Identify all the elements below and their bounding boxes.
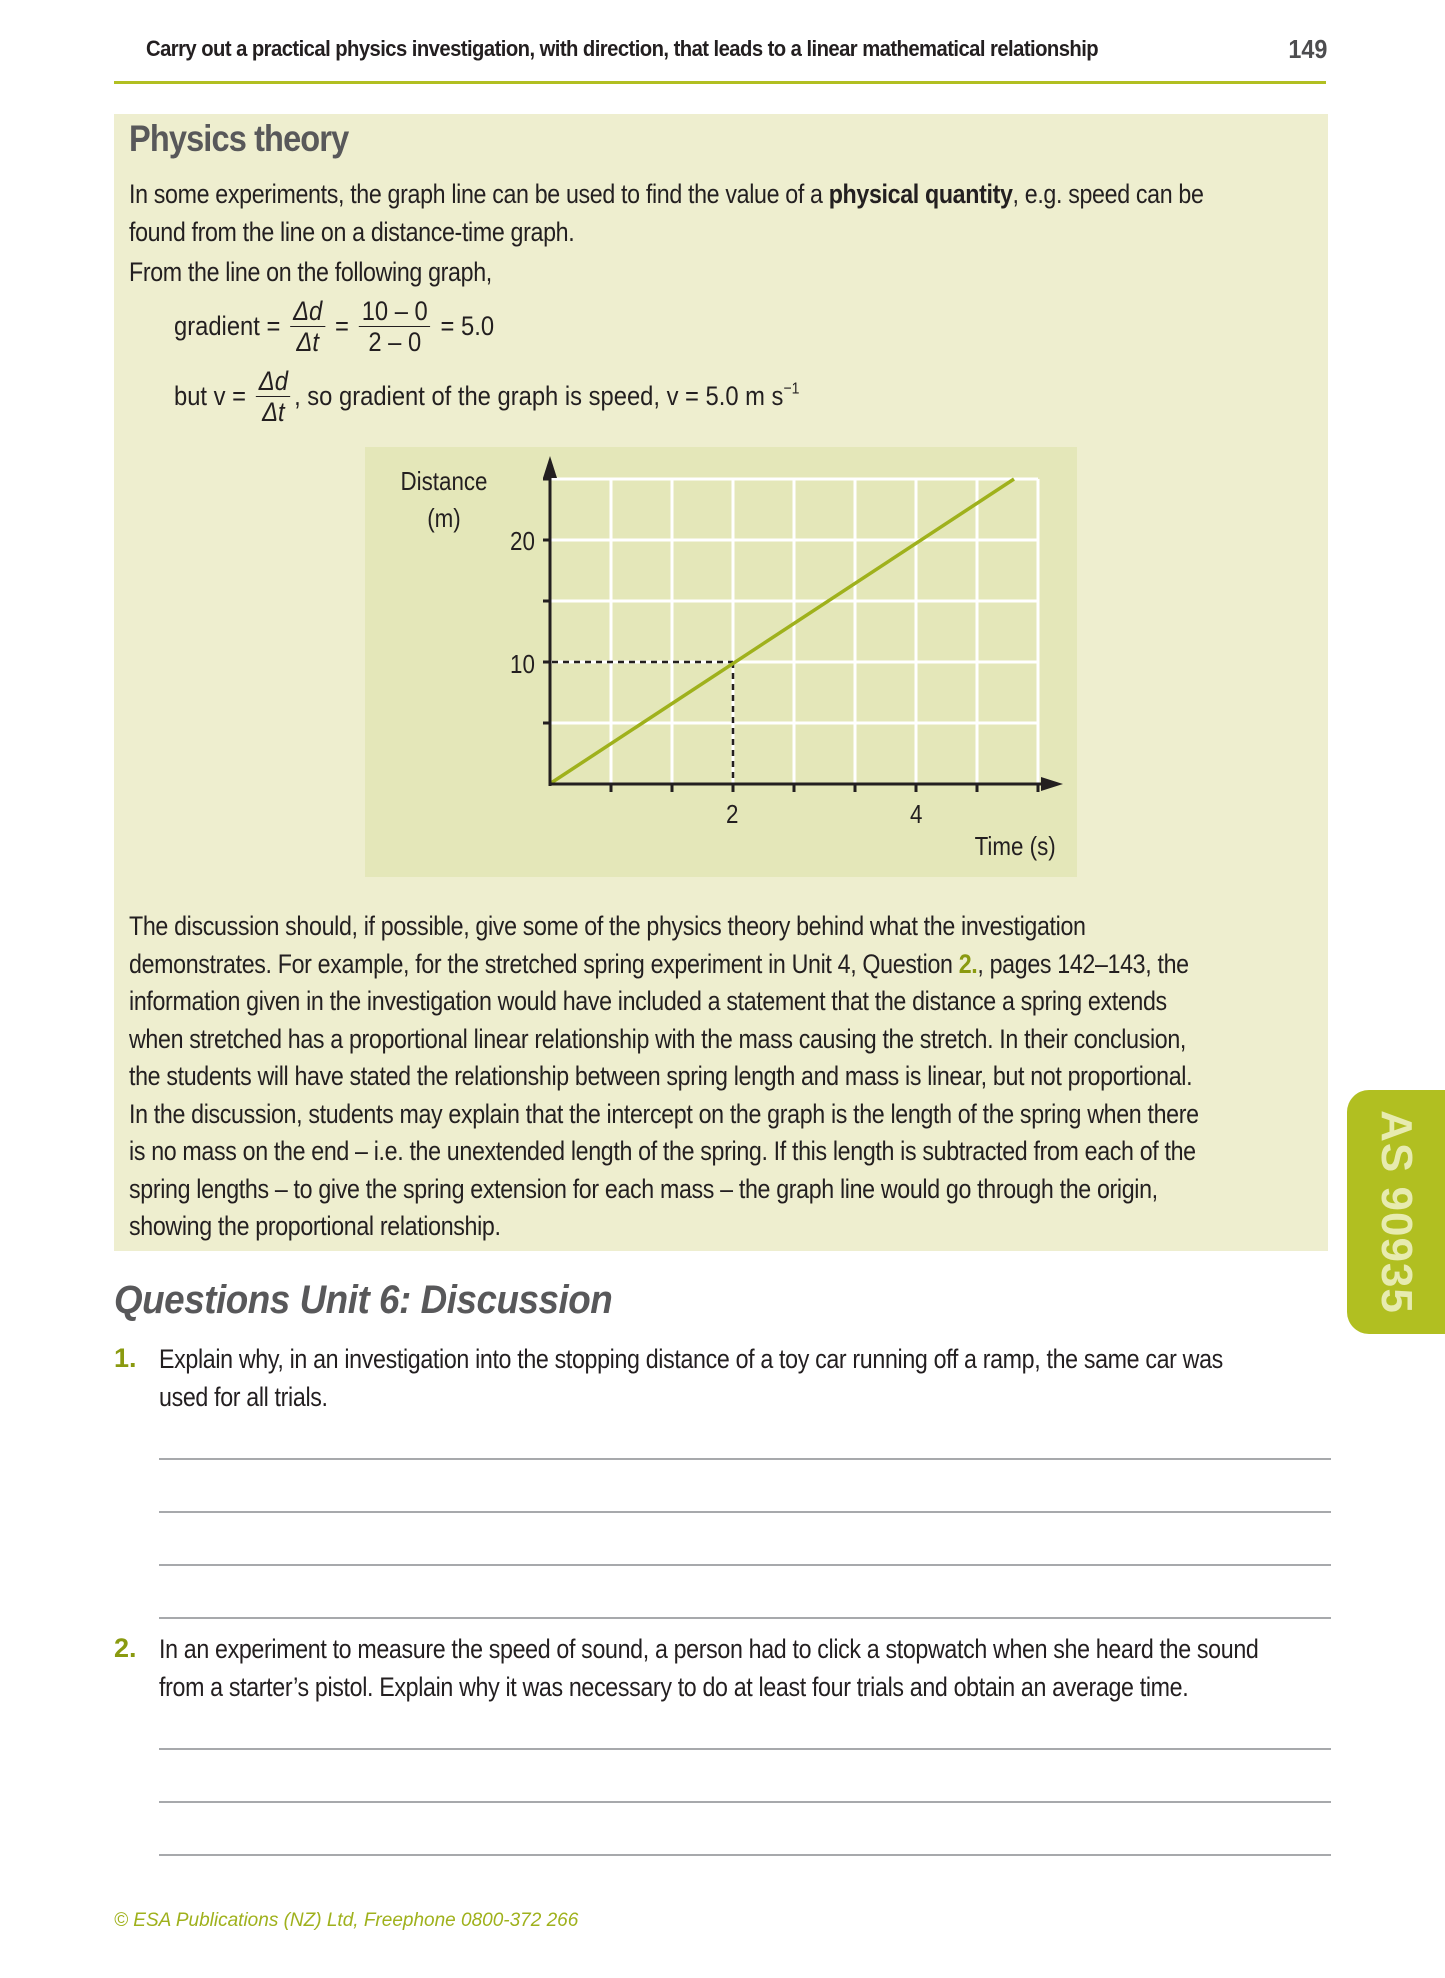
y-axis-label-line-1: Distance <box>400 466 488 496</box>
eq2-numerator: Δd <box>256 366 290 397</box>
discussion-line-5: the students will have stated the relationship between spring length and mass is linear, but not proportional. <box>129 1061 1193 1091</box>
eq1-frac2-numerator: 10 – 0 <box>359 296 430 327</box>
running-head-title: Carry out a practical physics investigation, with direction, that leads to a linear mathematical relationship <box>146 36 1099 61</box>
eq1-fraction-delta <box>290 296 324 357</box>
question-1-line-1: Explain why, in an investigation into the stopping distance of a toy car running off a ramp, the same car was <box>159 1344 1223 1374</box>
eq2-exponent: −1 <box>783 380 800 398</box>
question-1-line-2: used for all trials. <box>159 1381 328 1412</box>
intro-text: In some experiments, the graph line can be used to find the value of a <box>129 179 829 209</box>
question-2-line-2: from a starter’s pistol. Explain why it was necessary to do at least four trials and obtain an average time. <box>159 1671 1189 1702</box>
eq1-result: = 5.0 <box>440 311 495 341</box>
theory-intro-line-2: found from the line on a distance-time graph. <box>129 217 575 247</box>
eq2-denominator: Δt <box>262 397 285 427</box>
question-2-line-1: In an experiment to measure the speed of sound, a person had to click a stopwatch when she heard the sound <box>159 1634 1259 1664</box>
question-reference-number: 2. <box>958 948 978 979</box>
y-tick-10: 10 <box>510 649 535 679</box>
eq1-frac1-denominator: Δt <box>296 327 319 357</box>
discussion-line-2 <box>129 946 1189 984</box>
eq2-rest: , so gradient of the graph is speed, v = 5.0 m s <box>294 381 784 411</box>
eq2-lhs: but v = <box>174 381 246 411</box>
discussion-line-2-text: demonstrates. For example, for the stretched spring experiment in Unit 4, Question <box>129 948 959 979</box>
eq1-equals: = <box>335 311 349 341</box>
intro-bold-term: physical quantity <box>828 179 1013 209</box>
data-line <box>551 479 1014 783</box>
theory-heading: Physics theory <box>129 118 349 159</box>
discussion-line-6: In the discussion, students may explain that the intercept on the graph is the length of the spring when there <box>129 1098 1199 1129</box>
header-rule <box>114 81 1326 84</box>
page-number: 149 <box>1287 34 1327 64</box>
eq1-frac1-numerator: Δd <box>290 296 324 327</box>
eq1-lhs: gradient = <box>174 311 281 341</box>
x-tick-4: 4 <box>910 799 923 829</box>
question-1-answer-line-1[interactable] <box>159 1458 1331 1460</box>
discussion-line-2-end: , pages 142–143, the <box>977 948 1189 979</box>
side-tab-text: AS 90935 <box>1372 1110 1422 1314</box>
speed-equation <box>174 366 800 427</box>
question-2-number: 2. <box>114 1633 137 1663</box>
intro-text-end: , e.g. speed can be <box>1012 179 1204 209</box>
eq1-fraction-values <box>359 296 430 357</box>
discussion-line-7: is no mass on the end – i.e. the unextended length of the spring. If this length is subtracted from each of the <box>129 1136 1196 1166</box>
discussion-line-3: information given in the investigation would have included a statement that the distance a spring extends <box>129 986 1167 1016</box>
eq2-fraction <box>256 366 290 427</box>
chart-grid <box>550 479 1038 784</box>
theory-intro-line-1 <box>129 176 1204 214</box>
y-axis-label-line-2: (m) <box>427 503 461 533</box>
eq1-frac2-denominator: 2 – 0 <box>368 327 422 357</box>
discussion-line-9: showing the proportional relationship. <box>129 1211 501 1241</box>
discussion-line-1: The discussion should, if possible, give some of the physics theory behind what the investigation <box>129 911 1086 941</box>
discussion-line-4: when stretched has a proportional linear relationship with the mass causing the stretch. In their conclusion, <box>129 1023 1187 1054</box>
question-2-answer-line-1[interactable] <box>159 1748 1331 1750</box>
question-2-answer-line-2[interactable] <box>159 1801 1331 1803</box>
question-1-answer-line-3[interactable] <box>159 1564 1331 1566</box>
question-2-answer-line-3[interactable] <box>159 1854 1331 1856</box>
question-1-answer-line-4[interactable] <box>159 1617 1331 1619</box>
side-tab-label <box>1347 1090 1445 1334</box>
chart-axes <box>543 456 1063 792</box>
y-tick-20: 20 <box>510 526 535 556</box>
discussion-line-8: spring lengths – to give the spring extension for each mass – the graph line would go through the origin, <box>129 1173 1158 1204</box>
copyright-footer: © ESA Publications (NZ) Ltd, Freephone 0800-372 266 <box>114 1910 579 1931</box>
questions-heading: Questions Unit 6: Discussion <box>114 1278 613 1322</box>
x-tick-2: 2 <box>726 799 739 829</box>
theory-intro-line-3: From the line on the following graph, <box>129 257 492 287</box>
question-1-answer-line-2[interactable] <box>159 1511 1331 1513</box>
question-1-number: 1. <box>114 1343 137 1373</box>
gradient-equation <box>174 296 494 357</box>
x-axis-label: Time (s) <box>974 831 1056 861</box>
